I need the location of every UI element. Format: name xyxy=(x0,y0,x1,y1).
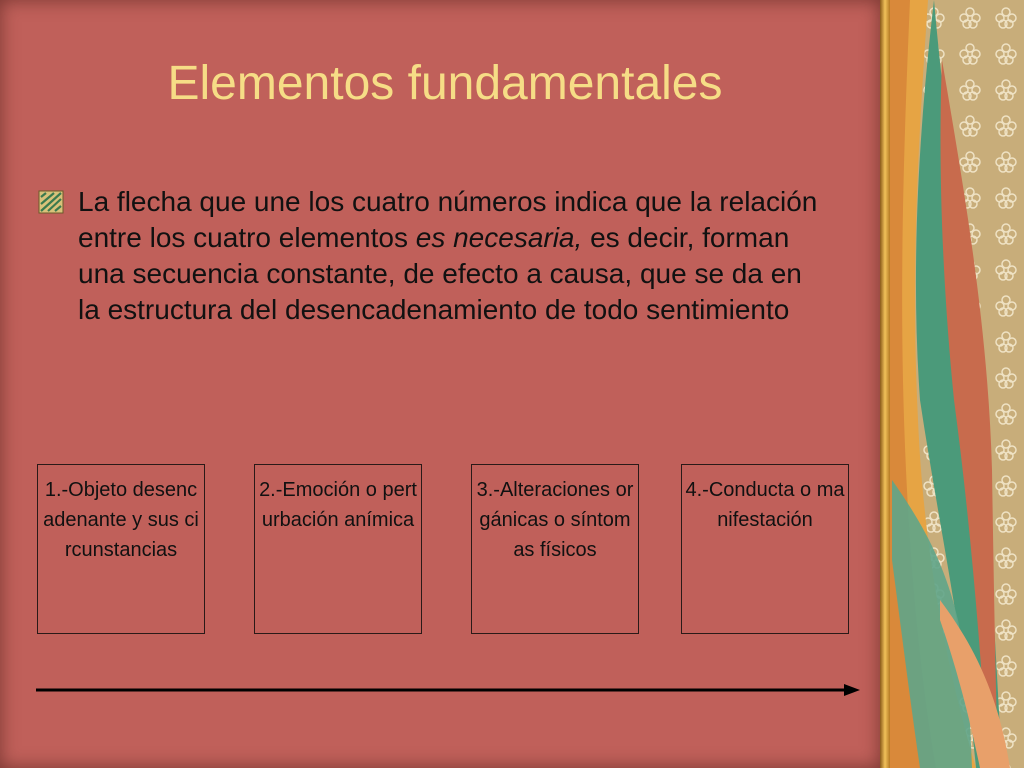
bullet-text-part-1: La flecha que une los cuatro números indica que la relación entre los cuatro elementos xyxy=(78,186,818,253)
slide-title: Elementos fundamentales xyxy=(167,57,723,110)
sequence-box-4: 4.-Conducta o manifestación xyxy=(681,464,849,634)
bullet-item xyxy=(38,184,828,328)
decorative-side-panel-icon xyxy=(880,0,1024,768)
sequence-arrow-icon xyxy=(36,682,860,698)
bullet-text-part-2: es decir, forman una secuencia constante, de efecto a causa, que se da en la estructura del desencadenamiento de todo sentimiento xyxy=(78,222,802,325)
sequence-box-1: 1.-Objeto desencadenante y sus circunstancias xyxy=(37,464,205,634)
decorative-bullet-icon xyxy=(38,190,64,214)
sequence-box-2: 2.-Emoción o perturbación anímica xyxy=(254,464,422,634)
bullet-text-emphasis: es necesaria, xyxy=(415,222,583,253)
sequence-box-3: 3.-Alteraciones orgánicas o síntomas físicos xyxy=(471,464,639,634)
bullet-text xyxy=(78,184,828,328)
